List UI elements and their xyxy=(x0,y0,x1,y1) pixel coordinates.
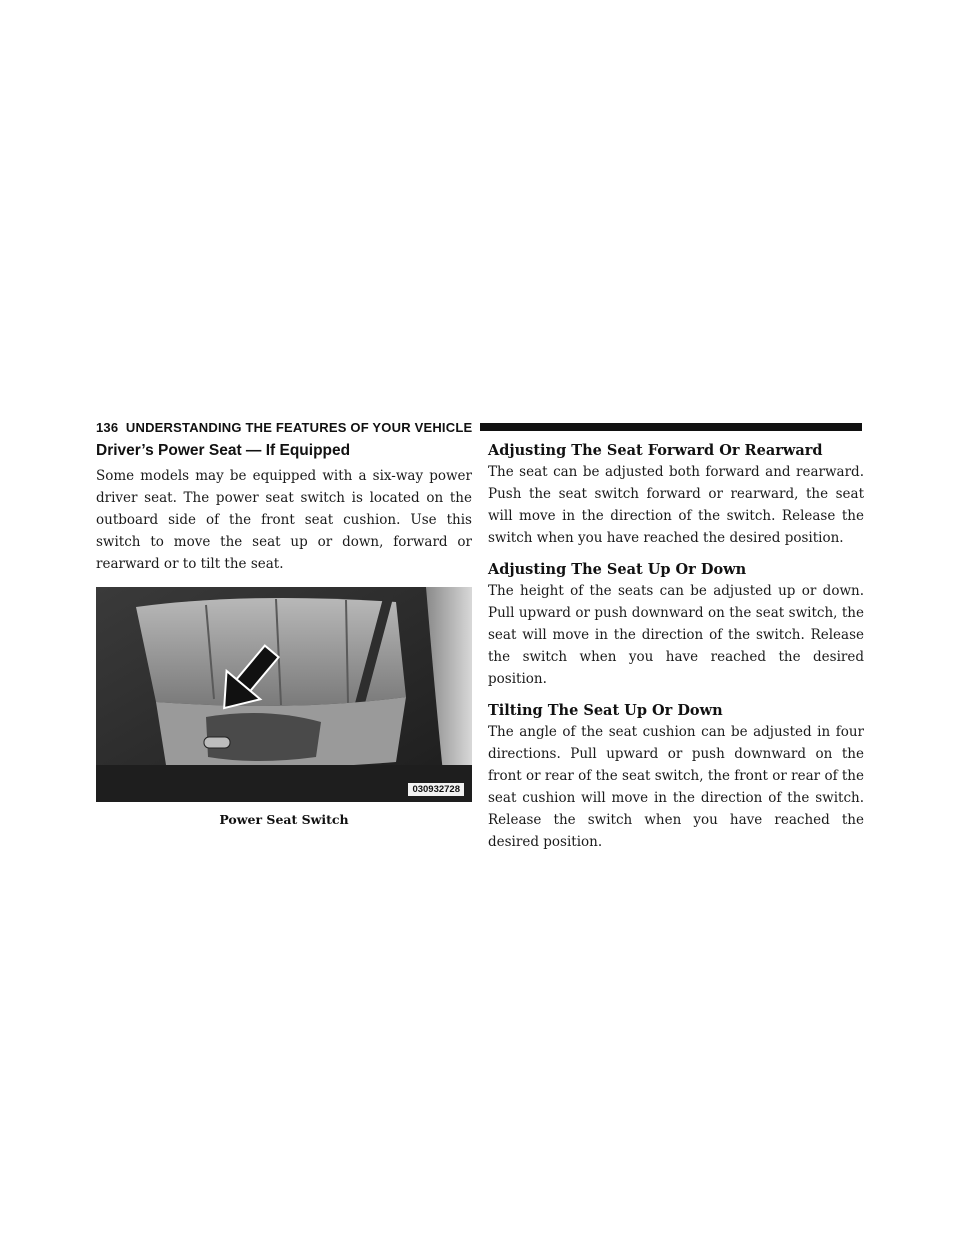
subheading-tilt: Tilting The Seat Up Or Down xyxy=(488,702,723,719)
section-tilt xyxy=(488,702,864,853)
left-column xyxy=(96,442,472,827)
right-column xyxy=(488,442,864,865)
image-code: 030932728 xyxy=(408,783,464,796)
subheading-forward-rearward: Adjusting The Seat Forward Or Rearward xyxy=(488,442,823,459)
figure-caption: Power Seat Switch xyxy=(219,812,349,827)
body-forward-rearward: The seat can be adjusted both forward and rearward. Push the seat switch forward or rearward, the seat will move in the direction of the switch. Release the switch when you have reached the desired position. xyxy=(488,464,864,546)
section-heading: Driver’s Power Seat — If Equipped xyxy=(96,442,351,459)
section-title: UNDERSTANDING THE FEATURES OF YOUR VEHICLE xyxy=(125,419,473,435)
page-number: 136 xyxy=(96,419,119,435)
body-up-down: The height of the seats can be adjusted up or down. Pull upward or push downward on the seat switch, the seat will move in the direction of the switch. Release the switch when you have reached the desired position. xyxy=(488,583,864,687)
section-up-down xyxy=(488,561,864,690)
seat-illustration xyxy=(96,587,472,802)
subheading-up-down: Adjusting The Seat Up Or Down xyxy=(488,561,747,578)
section-forward-rearward xyxy=(488,442,864,549)
header-text xyxy=(96,420,472,435)
intro-paragraph: Some models may be equipped with a six-way power driver seat. The power seat switch is located on the outboard side of the front seat cushion. Use this switch to move the seat up or down, forward or rearward or to tilt the seat. xyxy=(96,468,472,572)
page-header xyxy=(96,418,862,436)
power-seat-photo xyxy=(96,587,472,802)
header-rule xyxy=(480,423,862,431)
body-tilt: The angle of the seat cushion can be adjusted in four directions. Pull upward or push downward on the front or rear of the seat switch, the front or rear of the seat cushion will move in the direction of the switch. Release the switch when you have reached the desired position. xyxy=(488,724,864,850)
